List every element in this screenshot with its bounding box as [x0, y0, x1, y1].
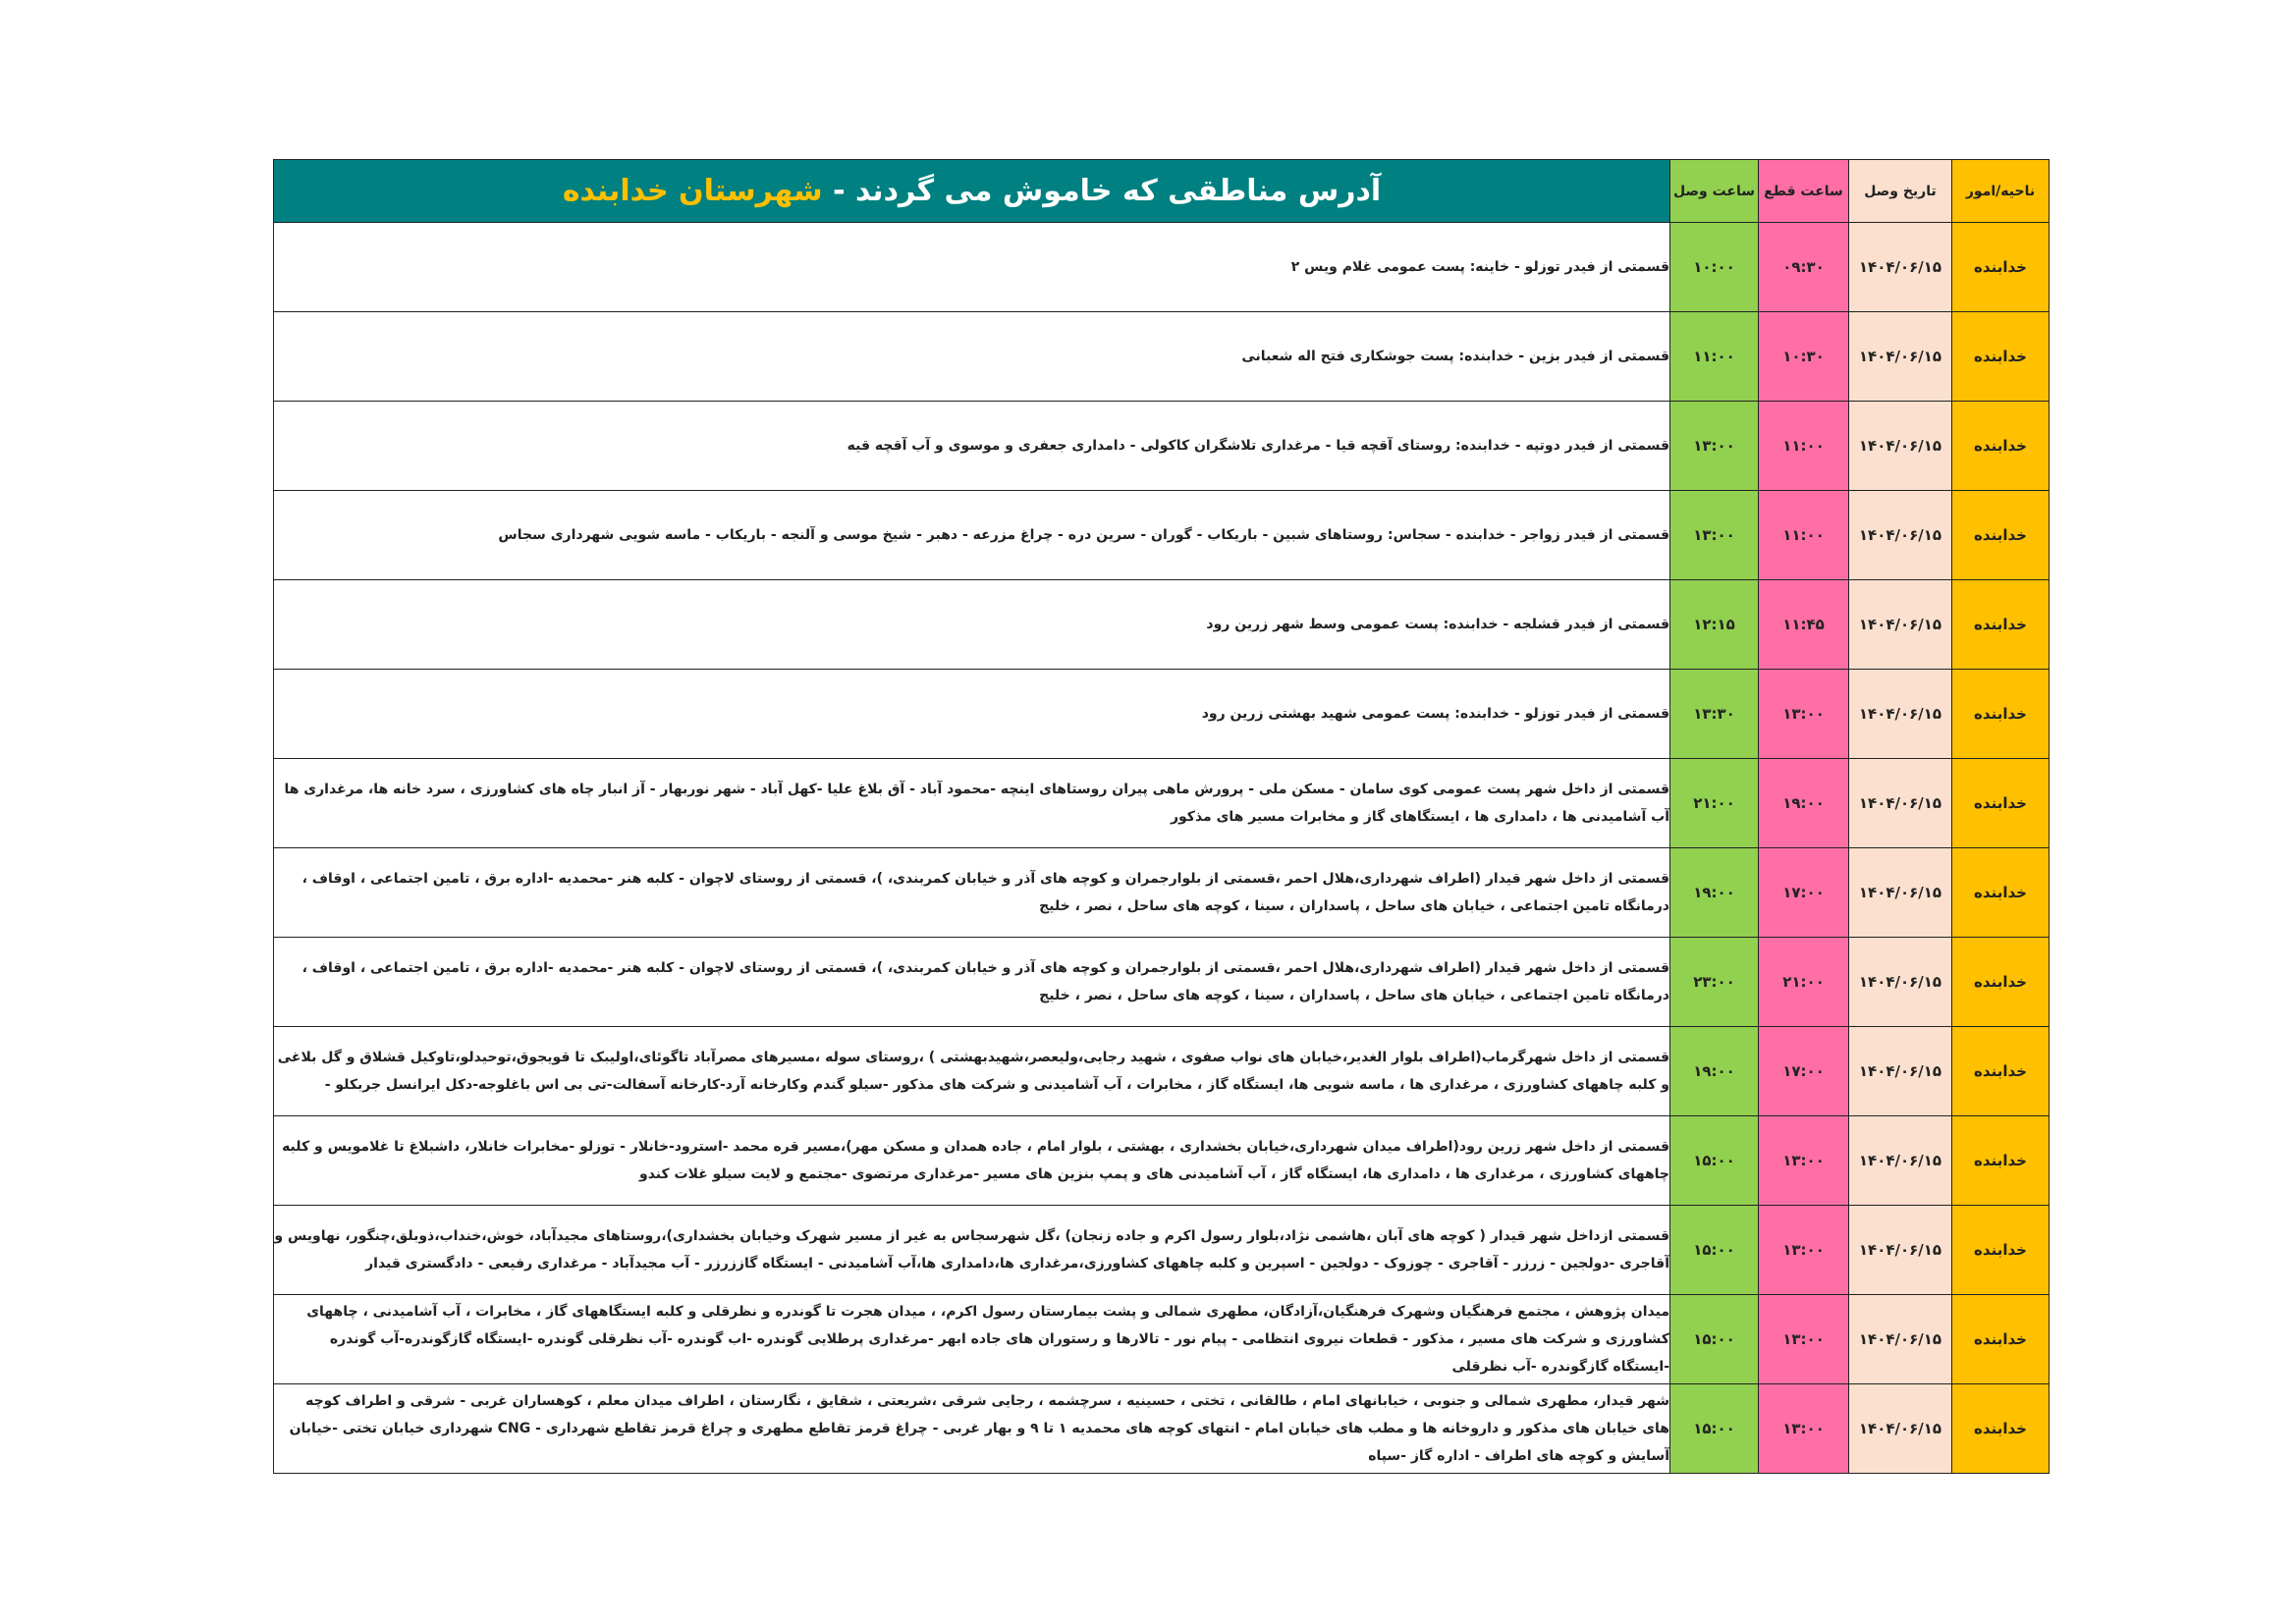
table-row — [274, 1206, 2050, 1295]
connect-time-cell: ۱۹:۰۰ — [1670, 1027, 1759, 1116]
county-cell: خدابنده — [1952, 580, 2050, 670]
date-cell: ۱۴۰۴/۰۶/۱۵ — [1849, 1027, 1952, 1116]
address-cell: قسمتی از داخل شهر پست عمومی کوی سامان - مسکن ملی - پرورش ماهی پیران روستاهای اینچه -محمود آباد - آق بلاغ علیا -کهل آباد - شهر نوربهار - آز انبار چاه های کشاورزی ، سرد خانه ها، مرغداری ها آب آشامیدنی ها ، دامداری ها ، ایستگاهای گاز و مخابرات مسیر های مذکور — [274, 759, 1670, 848]
connect-time-cell: ۱۵:۰۰ — [1670, 1295, 1759, 1384]
date-cell: ۱۴۰۴/۰۶/۱۵ — [1849, 848, 1952, 938]
date-cell: ۱۴۰۴/۰۶/۱۵ — [1849, 223, 1952, 312]
date-column-header: تاریخ وصل — [1849, 160, 1952, 223]
address-cell: قسمتی ازداخل شهر قیدار ( کوچه های آبان ،هاشمی نژاد،بلوار رسول اکرم و جاده زنجان) ،گل شهرسجاس به غیر از مسیر شهرک وخیابان بخشداری)،روستاهای مجیدآباد، خوش،خنداب،ذوبلق،چنگور، نهاویس و آقاجری -دولجین - زرزر - آقاجری - چوزوک - دولجین - اسپرین و کلبه چاههای کشاورزی،مرغداری ها،دامداری ها،آب آشامیدنی - ایستگاه گاززرزر - آب مجیدآباد - مرغداری رفیعی - دادگستری قیدار — [274, 1206, 1670, 1295]
cut-time-cell: ۱۷:۰۰ — [1759, 1027, 1849, 1116]
date-cell: ۱۴۰۴/۰۶/۱۵ — [1849, 1384, 1952, 1474]
county-cell: خدابنده — [1952, 312, 2050, 402]
cut-time-cell: ۱۳:۰۰ — [1759, 1295, 1849, 1384]
table-row — [274, 759, 2050, 848]
connect-time-cell: ۱۲:۱۵ — [1670, 580, 1759, 670]
table-row — [274, 1116, 2050, 1206]
connect-time-cell: ۱۳:۳۰ — [1670, 670, 1759, 759]
header-row — [274, 160, 2050, 223]
table-body — [274, 223, 2050, 1474]
address-cell: قسمتی از فیدر توزلو - خاینه: پست عمومی غلام ویس ۲ — [274, 223, 1670, 312]
county-cell: خدابنده — [1952, 670, 2050, 759]
county-cell: خدابنده — [1952, 491, 2050, 580]
outage-table — [273, 159, 2050, 1474]
date-cell: ۱۴۰۴/۰۶/۱۵ — [1849, 1295, 1952, 1384]
cut-time-cell: ۲۱:۰۰ — [1759, 938, 1849, 1027]
title-main: آدرس مناطقی که خاموش می گردند - — [822, 174, 1382, 208]
county-cell: خدابنده — [1952, 1116, 2050, 1206]
county-cell: خدابنده — [1952, 223, 2050, 312]
county-cell: خدابنده — [1952, 1206, 2050, 1295]
address-cell: شهر قیدار، مطهری شمالی و جنوبی ، خیابانهای امام ، طالقانی ، تختی ، حسینیه ، سرچشمه ، رجایی شرقی ،شریعتی ، شقایق ، نگارستان ، اطراف میدان معلم ، کوهساران غربی - شرقی و اطراف کوچه های خیابان های مذکور و داروخانه ها و مطب های خیابان امام - انتهای کوچه های محمدیه ۱ تا ۹ و بهار غربی - چراغ قرمز تقاطع مطهری و چراغ قرمز تقاطع شهرداری - CNG شهرداری خیابان تختی -خیابان آسایش و کوچه های اطراف - اداره گاز -سپاه — [274, 1384, 1670, 1474]
cut-time-cell: ۱۹:۰۰ — [1759, 759, 1849, 848]
page-title — [274, 160, 1670, 223]
connect-time-cell: ۲۱:۰۰ — [1670, 759, 1759, 848]
date-cell: ۱۴۰۴/۰۶/۱۵ — [1849, 312, 1952, 402]
address-cell: قسمتی از فیدر دوتپه - خدابنده: روستای آقچه قیا - مرغداری تلاشگران کاکولی - دامداری جعفری و موسوی و آب آقچه قیه — [274, 402, 1670, 491]
county-cell: خدابنده — [1952, 759, 2050, 848]
table-row — [274, 580, 2050, 670]
table-row — [274, 1384, 2050, 1474]
address-cell: قسمتی از فیدر زواجر - خدابنده - سجاس: روستاهای شبین - باریکاب - گوران - سرین دره - چراغ مزرعه - دهبر - شیخ موسی و آلنجه - باریکاب - ماسه شویی شهرداری سجاس — [274, 491, 1670, 580]
address-cell: قسمتی از فیدر توزلو - خدابنده: پست عمومی شهید بهشتی زرین رود — [274, 670, 1670, 759]
cut-time-cell: ۱۳:۰۰ — [1759, 1116, 1849, 1206]
connect-time-cell: ۱۰:۰۰ — [1670, 223, 1759, 312]
address-cell: قسمتی از داخل شهر قیدار (اطراف شهرداری،هلال احمر ،قسمتی از بلوارجمران و کوچه های آذر و خیابان کمربندی، )، قسمتی از روستای لاچوان - کلبه هنر -محمدیه -اداره برق ، تامین اجتماعی ، اوقاف ، درمانگاه تامین اجتماعی ، خیابان های ساحل ، پاسداران ، سینا ، کوچه های ساحل ، نصر ، خلیج — [274, 938, 1670, 1027]
address-cell: میدان پژوهش ، مجتمع فرهنگیان وشهرک فرهنگیان،آزادگان، مطهری شمالی و پشت بیمارستان رسول اکرم، ، میدان هجرت تا گوندره و نظرقلی و کلبه ایستگاههای گاز ، مخابرات ، آب آشامیدنی ، چاههای کشاورزی و شرکت های مسیر ، مذکور - قطعات نیروی انتظامی - پیام نور - تالارها و رستوران های جاده ابهر -مرغداری پرطلایی گوندره -اب گوندره -آب نظرقلی گوندره -ایستگاه گازگوندره-آب گوندره -ایستگاه گازگوندره -آب نظرقلی — [274, 1295, 1670, 1384]
date-cell: ۱۴۰۴/۰۶/۱۵ — [1849, 759, 1952, 848]
county-cell: خدابنده — [1952, 938, 2050, 1027]
table-row — [274, 223, 2050, 312]
date-cell: ۱۴۰۴/۰۶/۱۵ — [1849, 402, 1952, 491]
address-cell: قسمتی از فیدر بزین - خدابنده: پست جوشکاری فتح اله شعبانی — [274, 312, 1670, 402]
table-row — [274, 491, 2050, 580]
table-row — [274, 848, 2050, 938]
connect-time-cell: ۱۹:۰۰ — [1670, 848, 1759, 938]
cut-time-cell: ۱۷:۰۰ — [1759, 848, 1849, 938]
county-cell: خدابنده — [1952, 1027, 2050, 1116]
address-cell: قسمتی از داخل شهرگرماب(اطراف بلوار الغدیر،خیابان های نواب صفوی ، شهید رجایی،ولیعصر،شهیدبهشتی ) ،روستای سوله ،مسیرهای مصرآباد تاگوئای،اولیبک تا قویجوق،توحیدلو،تاوکیل قشلاق و گل بلاغی و کلبه چاههای کشاورزی ، مرغداری ها ، ماسه شویی ها، ایستگاه گاز ، مخابرات ، آب آشامیدنی و شرکت های مذکور -سیلو گندم وکارخانه آرد-کارخانه آسفالت-تی بی اس باغلوجه-دکل ایرانسل جربکلو - — [274, 1027, 1670, 1116]
cut-time-cell: ۰۹:۳۰ — [1759, 223, 1849, 312]
connect-time-cell: ۲۳:۰۰ — [1670, 938, 1759, 1027]
date-cell: ۱۴۰۴/۰۶/۱۵ — [1849, 1116, 1952, 1206]
address-cell: قسمتی از فیدر قشلجه - خدابنده: پست عمومی وسط شهر زرین رود — [274, 580, 1670, 670]
county-column-header: ناحیه/امور — [1952, 160, 2050, 223]
county-cell: خدابنده — [1952, 1295, 2050, 1384]
date-cell: ۱۴۰۴/۰۶/۱۵ — [1849, 580, 1952, 670]
cut-time-cell: ۱۳:۰۰ — [1759, 1384, 1849, 1474]
connect-time-cell: ۱۵:۰۰ — [1670, 1116, 1759, 1206]
cut-time-cell: ۱۱:۰۰ — [1759, 402, 1849, 491]
table-row — [274, 1027, 2050, 1116]
county-cell: خدابنده — [1952, 848, 2050, 938]
table-row — [274, 402, 2050, 491]
connect-time-cell: ۱۱:۰۰ — [1670, 312, 1759, 402]
table-row — [274, 1295, 2050, 1384]
cut-time-cell: ۱۱:۰۰ — [1759, 491, 1849, 580]
connect-time-column-header: ساعت وصل — [1670, 160, 1759, 223]
connect-time-cell: ۱۳:۰۰ — [1670, 491, 1759, 580]
cut-time-cell: ۱۳:۰۰ — [1759, 1206, 1849, 1295]
connect-time-cell: ۱۳:۰۰ — [1670, 402, 1759, 491]
county-cell: خدابنده — [1952, 1384, 2050, 1474]
date-cell: ۱۴۰۴/۰۶/۱۵ — [1849, 1206, 1952, 1295]
table-row — [274, 312, 2050, 402]
connect-time-cell: ۱۵:۰۰ — [1670, 1384, 1759, 1474]
table-row — [274, 670, 2050, 759]
table-row — [274, 938, 2050, 1027]
cut-time-column-header: ساعت قطع — [1759, 160, 1849, 223]
address-cell: قسمتی از داخل شهر قیدار (اطراف شهرداری،هلال احمر ،قسمتی از بلوارجمران و کوچه های آذر و خیابان کمربندی، )، قسمتی از روستای لاچوان - کلبه هنر -محمدیه -اداره برق ، تامین اجتماعی ، اوقاف ، درمانگاه تامین اجتماعی ، خیابان های ساحل ، پاسداران ، سینا ، کوچه های ساحل ، نصر ، خلیج — [274, 848, 1670, 938]
cut-time-cell: ۱۰:۳۰ — [1759, 312, 1849, 402]
county-cell: خدابنده — [1952, 402, 2050, 491]
date-cell: ۱۴۰۴/۰۶/۱۵ — [1849, 938, 1952, 1027]
cut-time-cell: ۱۳:۰۰ — [1759, 670, 1849, 759]
connect-time-cell: ۱۵:۰۰ — [1670, 1206, 1759, 1295]
date-cell: ۱۴۰۴/۰۶/۱۵ — [1849, 491, 1952, 580]
cut-time-cell: ۱۱:۴۵ — [1759, 580, 1849, 670]
date-cell: ۱۴۰۴/۰۶/۱۵ — [1849, 670, 1952, 759]
address-cell: قسمتی از داخل شهر زرین رود(اطراف میدان شهرداری،خیابان بخشداری ، بهشتی ، بلوار امام ، جاده همدان و مسکن مهر)،مسیر قره محمد -استرود-خانلار - توزلو -مخابرات خانلار، داشبلاغ تا غلامویس و کلبه چاههای کشاورزی ، مرغداری ها ، دامداری ها، ایستگاه گاز ، آب آشامیدنی های و پمپ بنزین های مسیر -مرغداری مرتضوی -مجتمع و لایت سیلو غلات کندو — [274, 1116, 1670, 1206]
title-region: شهرستان خدابنده — [562, 174, 823, 208]
